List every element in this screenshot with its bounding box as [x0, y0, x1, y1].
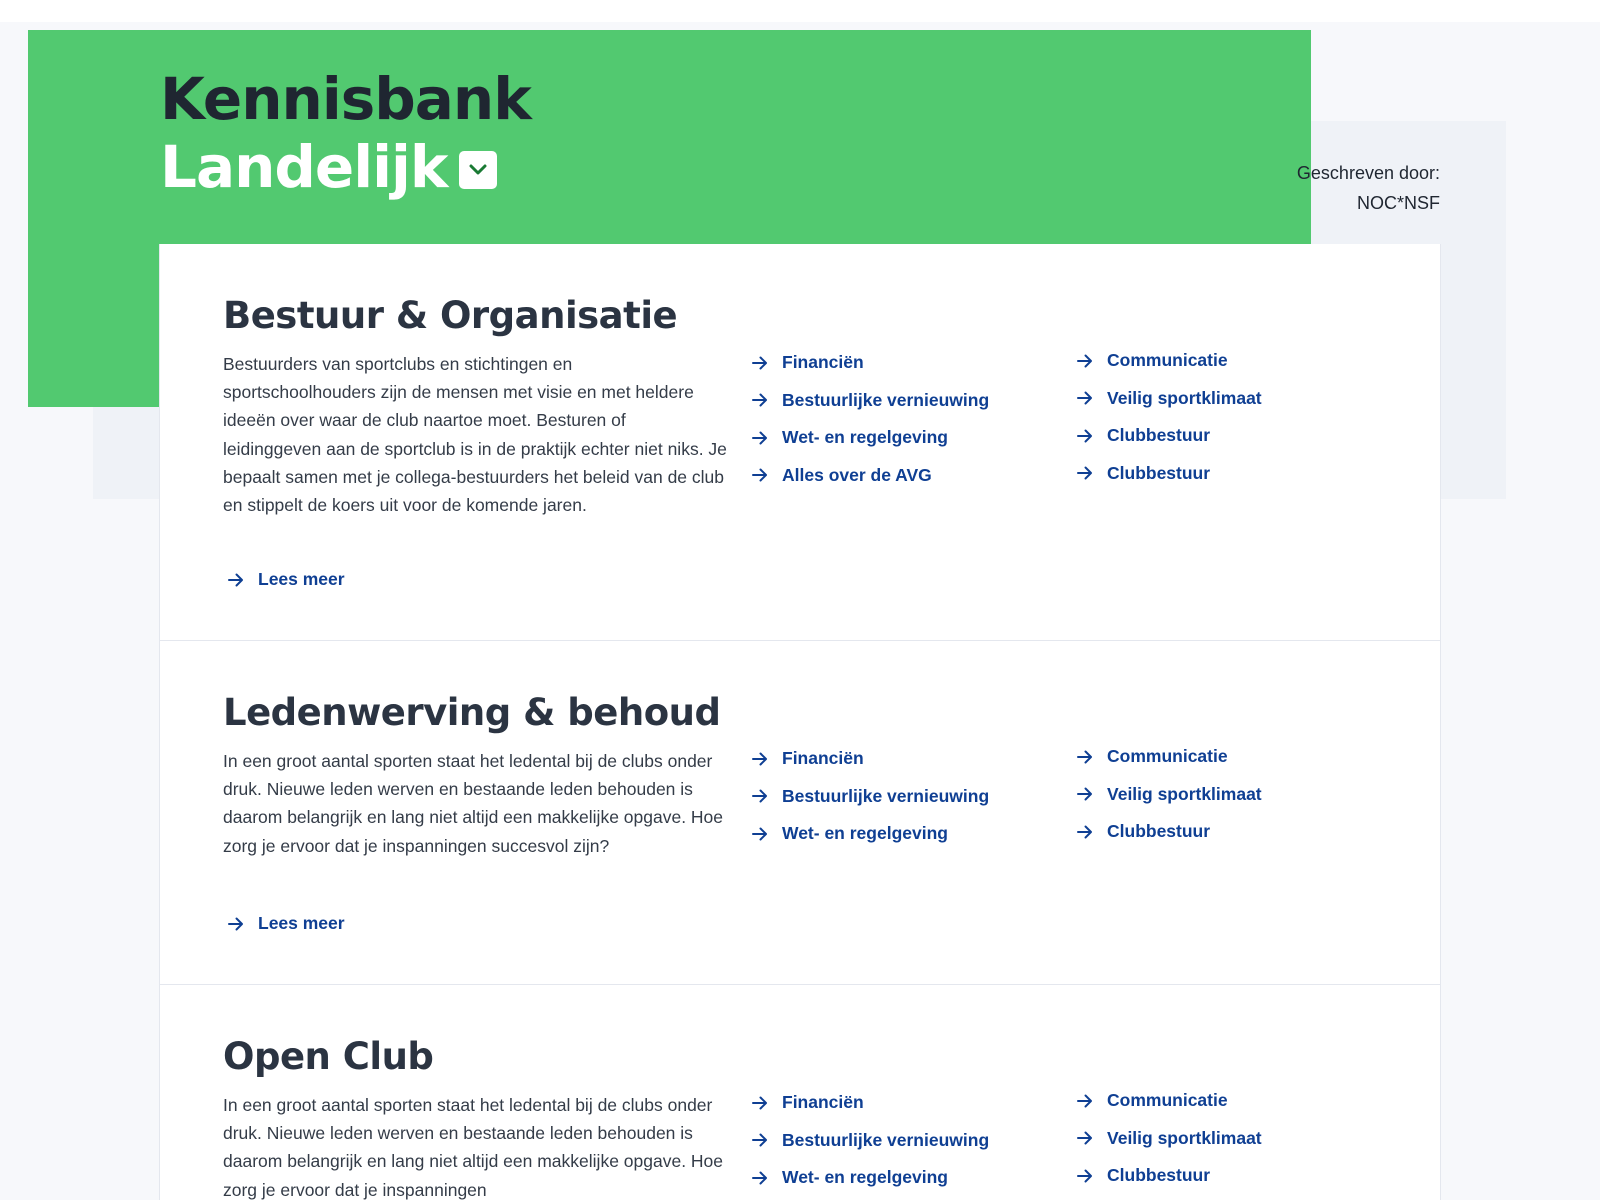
topic-link[interactable] — [1076, 463, 1262, 484]
topic-link-label: Communicatie — [1107, 1090, 1228, 1110]
topic-link[interactable] — [1076, 746, 1262, 767]
topic-links-col1 — [751, 352, 989, 486]
section-open-club — [160, 985, 1440, 1200]
topic-link-label: Clubbestuur — [1107, 1165, 1211, 1186]
topic-link-label: Communicatie — [1107, 746, 1228, 766]
topic-link[interactable] — [751, 748, 989, 769]
topic-link-label: Clubbestuur — [1107, 821, 1211, 842]
section-description: In een groot aantal sporten staat het ledental bij de clubs onder druk. Nieuwe leden werven en bestaande leden behouden is daarom belangrijk en lang niet altijd een makkelijke opgave. Hoe zorg je ervoor dat je inspanningen — [223, 1095, 724, 1200]
author-label: Geschreven door: — [1296, 163, 1440, 183]
arrow-right-icon — [751, 825, 769, 843]
topic-link[interactable] — [751, 1167, 989, 1188]
topic-link-label: Wet- en regelgeving — [782, 823, 948, 844]
arrow-right-icon — [227, 915, 245, 933]
topic-link-label: Veilig sportklimaat — [1107, 387, 1262, 408]
section-description: Bestuurders van sportclubs en stichtingen en sportschoolhouders zijn de mensen met visie en met heldere ideeën over waar de club naartoe moet. Besturen of leidinggeven aan de sportclub is in de praktijk echter niet niks. Je bepaalt samen met je collega-bestuurders het beleid van de club en stippelt de koers uit voor de komende jaren. — [223, 354, 727, 516]
topic-link[interactable] — [751, 465, 989, 486]
topic-link-label: Clubbestuur — [1107, 462, 1211, 483]
topic-link[interactable] — [751, 352, 989, 373]
topic-links-col2 — [1076, 746, 1262, 842]
topic-link-label: Financiën — [782, 352, 864, 372]
arrow-right-icon — [1076, 1129, 1094, 1147]
read-more-link[interactable] — [227, 913, 345, 934]
page-header — [160, 64, 531, 200]
topic-link[interactable] — [751, 390, 989, 411]
section-bestuur-organisatie — [160, 244, 1440, 641]
arrow-right-icon — [1076, 427, 1094, 445]
read-more-link[interactable] — [227, 569, 345, 590]
topic-link[interactable] — [1076, 425, 1262, 446]
section-title: Ledenwerving & behoud — [223, 691, 721, 734]
arrow-right-icon — [751, 1094, 769, 1112]
topic-link[interactable] — [1076, 1090, 1262, 1111]
arrow-right-icon — [1076, 464, 1094, 482]
topic-link-label: Financiën — [782, 1092, 864, 1112]
topic-link[interactable] — [1076, 821, 1262, 842]
arrow-right-icon — [751, 787, 769, 805]
topic-links-col2 — [1076, 350, 1262, 484]
topic-link[interactable] — [751, 1130, 989, 1151]
topic-link-label: Wet- en regelgeving — [782, 427, 948, 448]
region-dropdown-button[interactable] — [459, 151, 497, 189]
topic-links-col1 — [751, 1092, 989, 1188]
arrow-right-icon — [1076, 823, 1094, 841]
topic-link-label: Financiën — [782, 748, 864, 768]
read-more-label: Lees meer — [258, 569, 345, 589]
arrow-right-icon — [751, 354, 769, 372]
arrow-right-icon — [751, 1169, 769, 1187]
topic-link[interactable] — [1076, 350, 1262, 371]
arrow-right-icon — [751, 429, 769, 447]
topic-link-label: Wet- en regelgeving — [782, 1167, 948, 1188]
section-title: Bestuur & Organisatie — [223, 294, 678, 337]
topic-link-label: Veilig sportklimaat — [1107, 783, 1262, 804]
arrow-right-icon — [227, 571, 245, 589]
topic-links-col1 — [751, 748, 989, 844]
region-label: Landelijk — [160, 133, 448, 201]
topic-link-label: Bestuurlijke vernieuwing — [782, 389, 990, 410]
arrow-right-icon — [751, 1131, 769, 1149]
arrow-right-icon — [751, 466, 769, 484]
topic-link[interactable] — [1076, 1165, 1262, 1186]
topic-links-col2 — [1076, 1090, 1262, 1186]
topic-link[interactable] — [1076, 388, 1262, 409]
arrow-right-icon — [1076, 1167, 1094, 1185]
author-info — [1297, 158, 1440, 218]
topic-link[interactable] — [751, 1092, 989, 1113]
arrow-right-icon — [1076, 785, 1094, 803]
page-title: Kennisbank — [160, 65, 531, 133]
content-card — [159, 244, 1441, 1200]
read-more-label: Lees meer — [258, 913, 345, 933]
region-selector[interactable] — [160, 134, 531, 200]
topic-link[interactable] — [751, 823, 989, 844]
topic-link-label: Bestuurlijke vernieuwing — [782, 1129, 990, 1150]
topic-link-label: Communicatie — [1107, 350, 1228, 370]
arrow-right-icon — [1076, 389, 1094, 407]
topic-link-label: Veilig sportklimaat — [1107, 1127, 1262, 1148]
arrow-right-icon — [1076, 352, 1094, 370]
arrow-right-icon — [1076, 1092, 1094, 1110]
arrow-right-icon — [751, 391, 769, 409]
author-name: NOC*NSF — [1356, 193, 1440, 213]
top-strip — [0, 0, 1600, 22]
arrow-right-icon — [1076, 748, 1094, 766]
chevron-down-icon — [469, 164, 487, 176]
arrow-right-icon — [751, 750, 769, 768]
topic-link[interactable] — [751, 427, 989, 448]
topic-link-label: Clubbestuur — [1107, 425, 1211, 446]
section-description: In een groot aantal sporten staat het ledental bij de clubs onder druk. Nieuwe leden werven en bestaande leden behouden is daarom belangrijk en lang niet altijd een makkelijke opgave. Hoe zorg je ervoor dat je inspanningen succesvol zijn? — [223, 751, 724, 856]
topic-link[interactable] — [1076, 784, 1262, 805]
topic-link-label: Bestuurlijke vernieuwing — [782, 785, 990, 806]
topic-link[interactable] — [1076, 1128, 1262, 1149]
section-title: Open Club — [223, 1035, 434, 1078]
topic-link[interactable] — [751, 786, 989, 807]
topic-link-label: Alles over de AVG — [782, 464, 932, 485]
section-ledenwerving-behoud — [160, 641, 1440, 985]
